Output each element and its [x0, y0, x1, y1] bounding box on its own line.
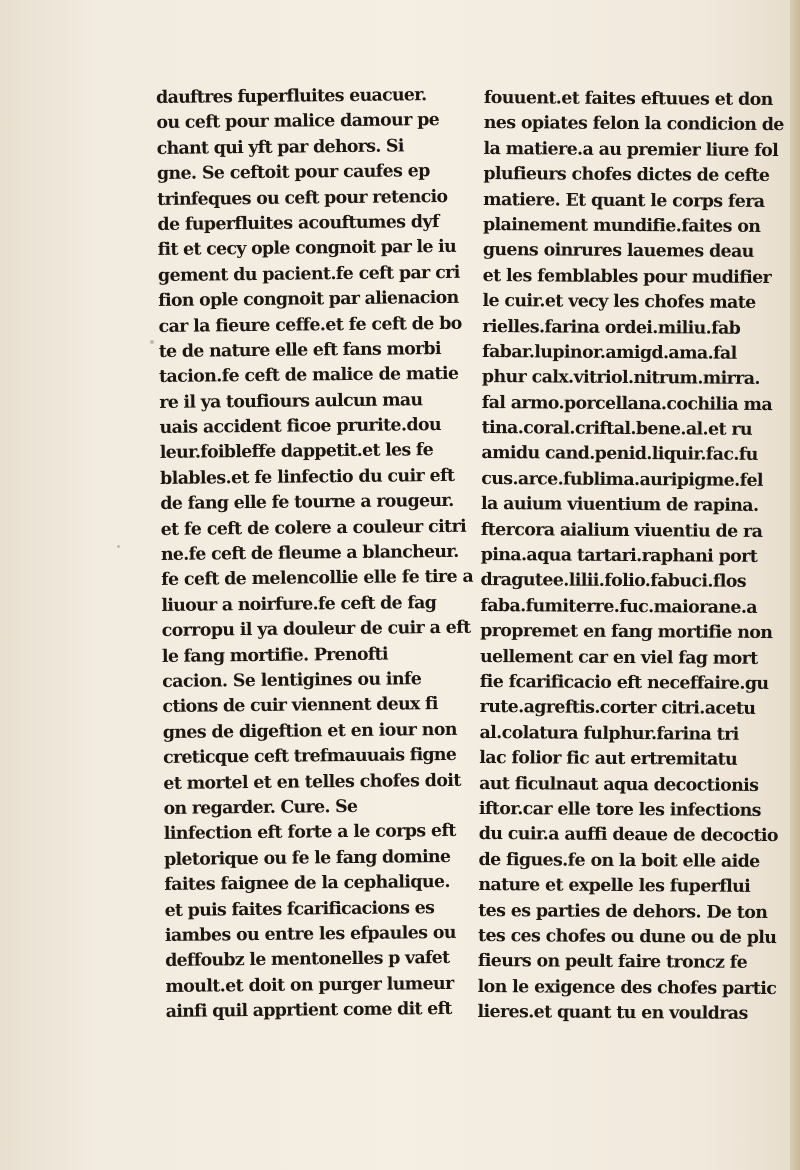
text-line: chant qui yft par dehors. Si: [156, 136, 404, 159]
text-line: ctions de cuir viennent deux fi: [162, 694, 438, 718]
text-line: iftor.car elle tore les infections: [478, 798, 761, 821]
text-line: fal armo.porcellana.cochilia ma: [481, 392, 773, 415]
text-line: et mortel et en telles chofes doit: [163, 770, 461, 794]
text-line: dauftres fuperfluites euacuer.: [156, 85, 427, 108]
text-line: fion ople congnoit par alienacion: [158, 287, 459, 312]
text-line: corropu il ya douleur de cuir a eft: [161, 617, 471, 642]
text-line: tina.coral.criftal.bene.al.et ru: [481, 418, 753, 440]
text-line: creticque ceft trefmauuais figne: [162, 745, 457, 769]
text-line: cus.arce.fublima.auripigme.fel: [481, 468, 764, 491]
text-line: gne. Se ceftoit pour caufes ep: [156, 161, 430, 185]
text-line: la auium viuentium de rapina.: [481, 494, 759, 517]
text-line: gement du pacient.fe ceft par cri: [157, 262, 460, 286]
text-line: propremet en fang mortifie non: [480, 621, 773, 644]
text-line: fieurs on peult faire troncz fe: [477, 951, 748, 974]
text-line: lieres.et quant tu en vouldras: [477, 1002, 748, 1024]
text-line: rielles.farina ordei.miliu.fab: [482, 316, 741, 339]
text-line: deffoubz le mentonelles p vafet: [165, 948, 450, 972]
text-line: ne.fe ceft de fleume a blancheur.: [160, 541, 459, 566]
text-line: car la fieure ceffe.et fe ceft de bo: [158, 313, 462, 337]
text-line: fouuent.et faites eftuues et don: [483, 87, 773, 111]
text-line: on regarder. Cure. Se: [163, 796, 358, 819]
text-line: matiere. Et quant le corps fera: [483, 189, 765, 212]
text-line: et puis faites fcarificacions es: [164, 897, 435, 921]
text-line: iambes ou entre les efpaules ou: [164, 922, 456, 946]
text-line: ftercora aialium viuentiu de ra: [480, 519, 763, 542]
text-line: de fuperfluites acouftumes dyf: [157, 211, 439, 235]
text-line: et fe ceft de colere a couleur citri: [160, 516, 467, 540]
text-line: nature et expelle les fuperflui: [478, 875, 751, 897]
text-line: pina.aqua tartari.raphani port: [480, 545, 758, 567]
text-line: trinfeques ou ceft pour retencio: [157, 186, 448, 210]
text-line: dragutee.lilii.folio.fabuci.flos: [480, 570, 747, 593]
text-line: te de nature elle eft fans morbi: [158, 338, 441, 362]
right-text-column: [477, 86, 792, 1028]
text-line: le fang mortifie. Prenofti: [161, 644, 388, 667]
page-edge: [790, 0, 800, 1170]
text-line: guens oinrures lauemes deau: [482, 240, 754, 263]
text-line: aut ficulnaut aqua decoctionis: [479, 773, 759, 796]
text-line: uais accident ficoe prurite.dou: [159, 415, 442, 439]
text-line: cacion. Se lentigines ou infe: [162, 669, 422, 692]
text-line: ou ceft pour malice damour pe: [156, 110, 440, 134]
text-line: re il ya toufiours aulcun mau: [159, 389, 423, 413]
text-line: de fang elle fe tourne a rougeur.: [160, 491, 454, 515]
text-line: leur.foibleffe dappetit.et les fe: [159, 440, 434, 464]
text-line: blables.et fe linfectio du cuir eft: [160, 465, 455, 489]
text-line: tacion.fe ceft de malice de matie: [158, 364, 459, 388]
text-line: tes ces chofes ou dune ou de plu: [477, 925, 777, 948]
text-line: uellement car en viel fag mort: [479, 646, 758, 669]
text-line: du cuir.a auffi deaue de decoctio: [478, 824, 778, 847]
text-line: fit et cecy ople congnoit par le iu: [157, 237, 457, 261]
left-text-column: [156, 83, 478, 1026]
ink-speck: [150, 340, 154, 344]
text-line: rute.agreftis.corter citri.acetu: [479, 697, 756, 720]
text-line: faba.fumiterre.fuc.maiorane.a: [480, 595, 758, 618]
text-line: fe ceft de melencollie elle fe tire a: [161, 567, 474, 591]
text-line: amidu cand.penid.liquir.fac.fu: [481, 443, 758, 466]
text-line: tes es parties de dehors. De ton: [478, 900, 768, 923]
text-line: fie fcarificacio eft neceffaire.gu: [479, 671, 769, 694]
text-line: ainfi quil apprtient come dit eft: [165, 999, 452, 1023]
text-line: plainement mundifie.faites on: [482, 214, 761, 237]
text-line: le cuir.et vecy les chofes mate: [482, 291, 756, 314]
text-line: lac folior fic aut ertremitatu: [479, 748, 738, 770]
text-line: la matiere.a au premier liure fol: [483, 138, 779, 161]
text-line: et les femblables pour mudifier: [482, 265, 772, 288]
text-line: pletorique ou fe le fang domine: [163, 846, 451, 870]
text-line: nes opiates felon la condicion de: [483, 113, 784, 136]
text-line: liuour a noirfure.fe ceft de fag: [161, 592, 437, 616]
text-line: al.colatura fulphur.farina tri: [479, 722, 739, 745]
text-line: linfection eft forte a le corps eft: [163, 821, 456, 845]
ink-speck: [117, 545, 120, 548]
text-line: fabar.lupinor.amigd.ama.fal: [482, 341, 737, 364]
text-line: faites faignee de la cephalique.: [164, 872, 450, 896]
text-line: gnes de digeftion et en iour non: [162, 719, 457, 743]
text-line: lon le exigence des chofes partic: [477, 976, 777, 999]
text-line: plufieurs chofes dictes de cefte: [483, 164, 770, 187]
text-line: moult.et doit on purger lumeur: [165, 973, 454, 997]
text-line: de figues.fe on la boit elle aide: [478, 849, 760, 872]
text-line: phur calx.vitriol.nitrum.mirra.: [481, 367, 760, 390]
